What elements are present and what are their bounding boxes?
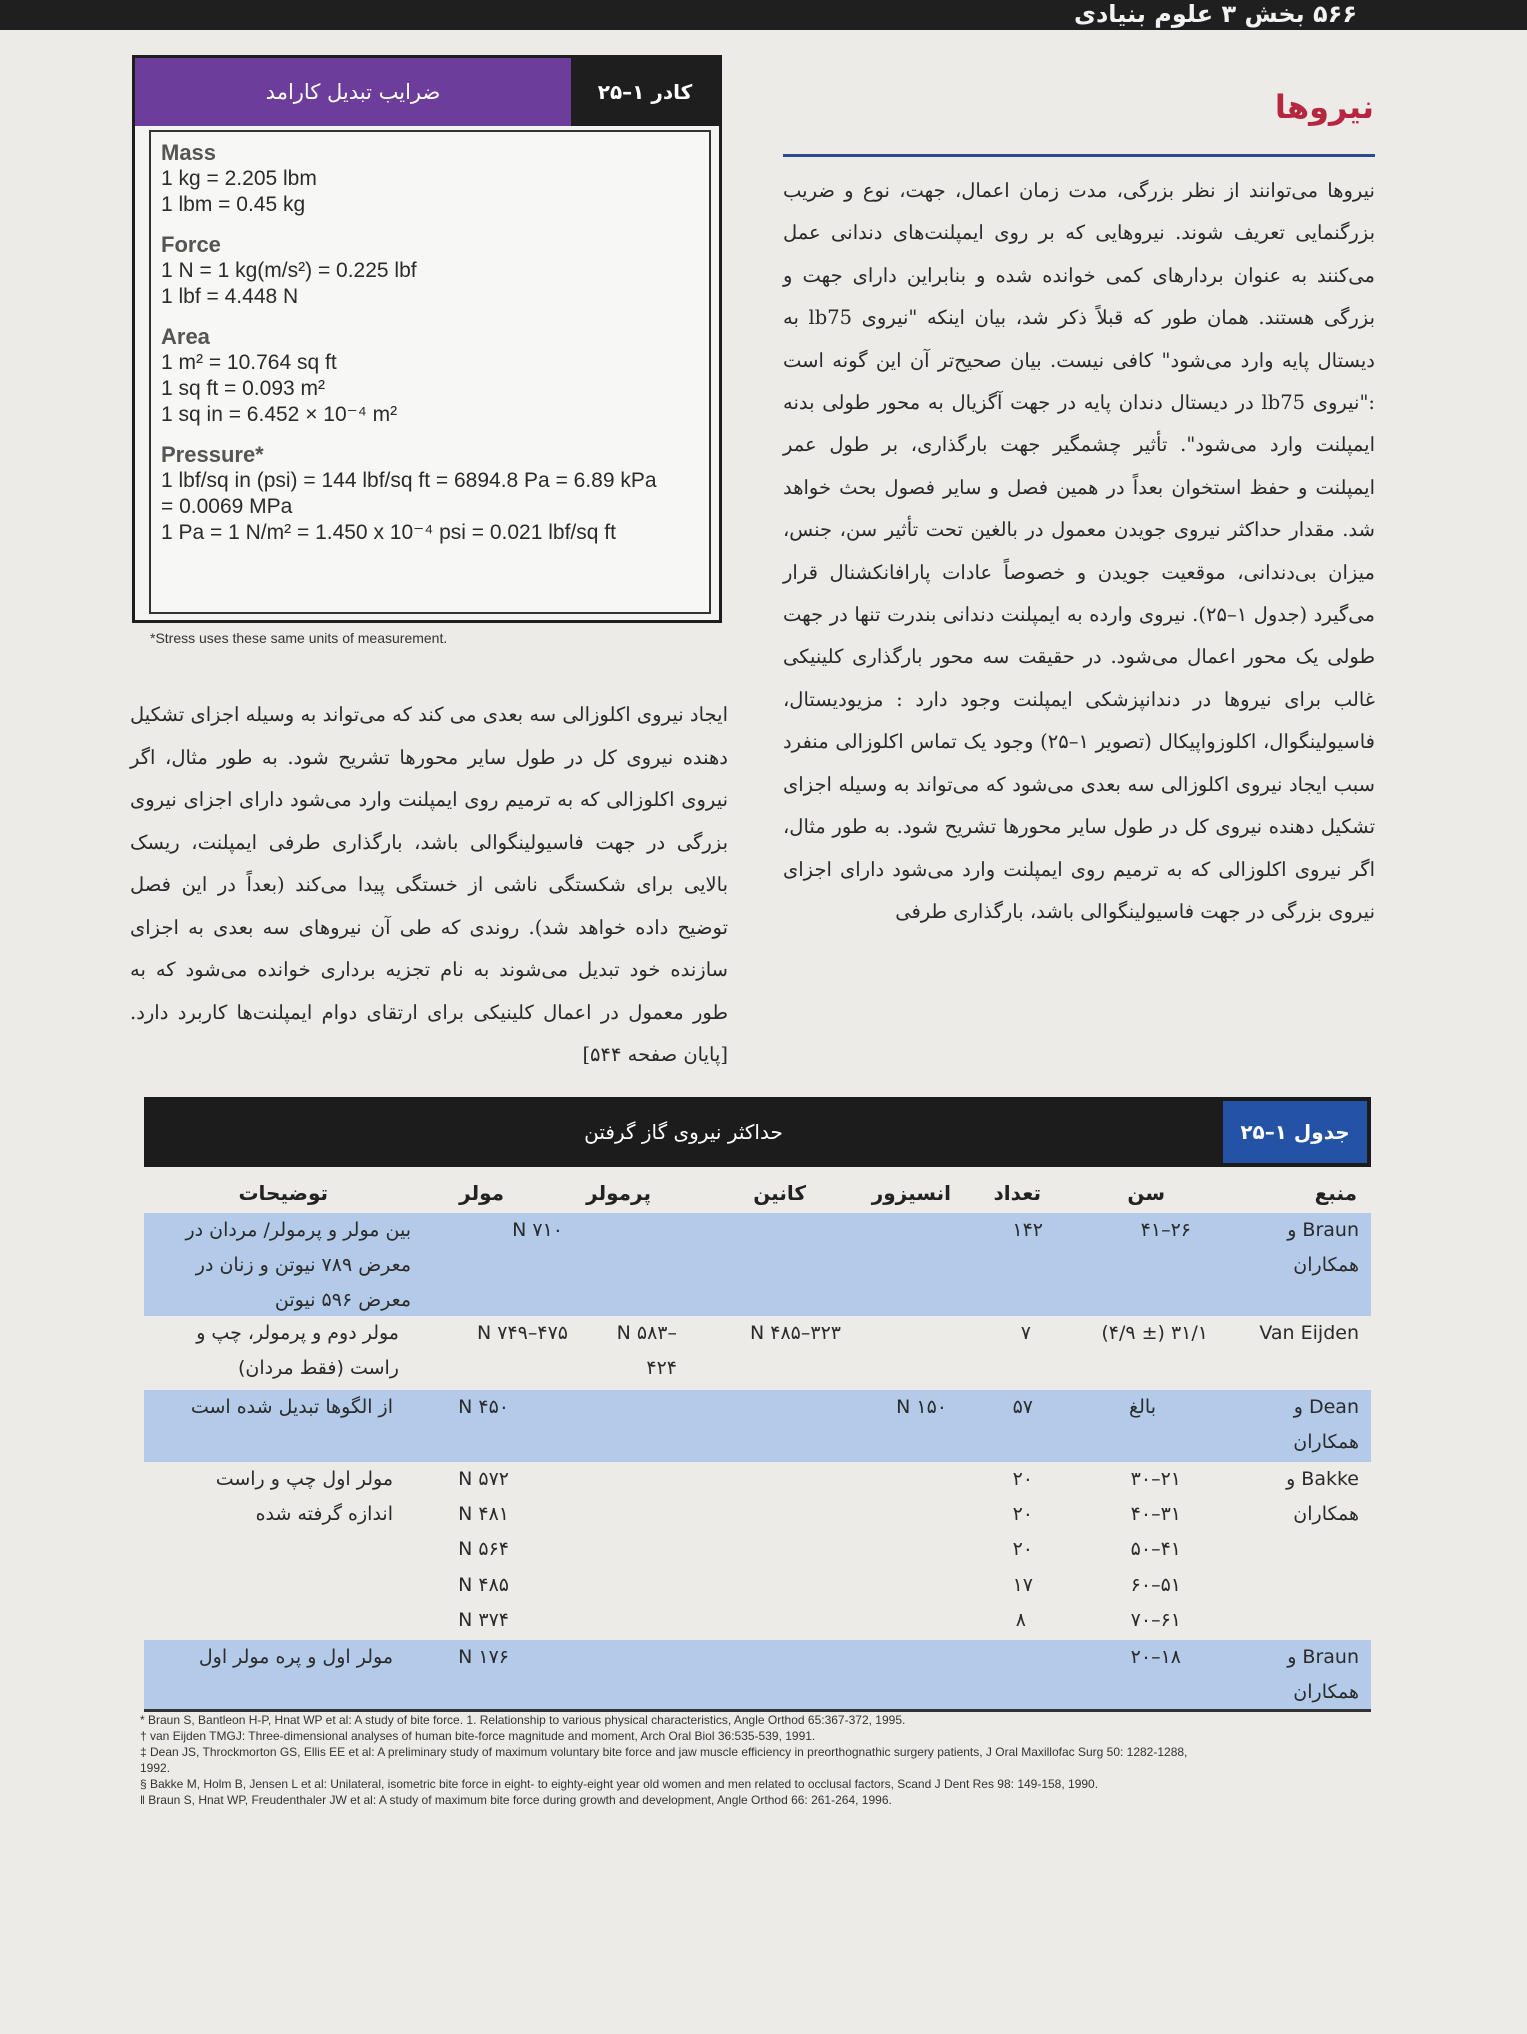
table-row — [144, 1640, 1371, 1709]
col-notes: توضیحات — [238, 1181, 328, 1205]
col-molar: مولر — [459, 1181, 504, 1205]
area-line: 1 sq in = 6.452 × 10⁻⁴ m² — [161, 403, 398, 426]
row-incisor: ۱۵۰ N — [896, 1396, 947, 1418]
row-age: ۶۱–۷۰ — [1130, 1609, 1181, 1631]
col-canine: کانین — [753, 1181, 806, 1205]
section-title: نیروها — [1274, 88, 1374, 126]
row-count: ۲۰ — [1012, 1468, 1033, 1490]
row-molar: ۱۷۶ N — [458, 1646, 509, 1668]
row-molar: ۳۷۴ N — [458, 1609, 509, 1631]
col-premolar: پرمولر — [586, 1181, 651, 1205]
area-line: 1 m² = 10.764 sq ft — [161, 351, 337, 374]
row-source: Braun و همکاران — [1287, 1219, 1359, 1276]
col-source: منبع — [1314, 1181, 1357, 1205]
box-footnote: *Stress uses these same units of measurement. — [150, 630, 448, 646]
row-molar: ۷۱۰ N — [512, 1219, 563, 1241]
row-notes: مولر اول چپ و راست اندازه گرفته شده — [215, 1468, 393, 1525]
table-row-group — [144, 1462, 1371, 1640]
row-source: Braun و همکاران — [1287, 1646, 1359, 1703]
row-notes: بین مولر و پرمولر/ مردان در معرض ۷۸۹ نیوتن و زنان در معرض ۵۹۶ نیوتن — [185, 1219, 411, 1311]
paragraph-right-column: نیروها می‌توانند از نظر بزرگی، مدت زمان اعمال، جهت، نوع و ضریب بزرگنمایی تعریف شوند. نیروهایی که بر روی ایمپلنت‌های دندانی عمل می‌کنند به عنوان بردارهای کمی خوانده شده و بنابراین دارای جهت و بزرگی هستند. همان طور که قبلاً ذکر شد، بیان اینکه "نیروی lb75 به دیستال پایه وارد می‌شود" کافی نیست. بیان صحیح‌تر آن این گونه است :"نیروی lb75 در دیستال دندان پایه در جهت آگزیال به محور طولی بدنه ایمپلنت وارد می‌شود". تأثیر چشمگیر جهت بارگذاری، بر طول عمر ایمپلنت و حفظ استخوان بعداً در همین فصل و سایر فصول بحث خواهد شد. مقدار حداکثر نیروی جویدن معمول در بالغین تحت تأثیر سن، جنس، میزان بی‌دندانی، موقعیت جویدن و خصوصاً عادات پارافانکشنال قرار می‌گیرد (جدول ۱–۲۵). نیروی وارده به ایمپلنت دندانی بندرت تنها در جهت طولی یک محور اعمال می‌شود. در حقیقت سه محور بارگذاری کلینیکی غالب برای نیروها در دندانپزشکی ایمپلنت وجود دارد : مزیودیستال، فاسیولینگوال، اکلوزواپیکال (تصویر ۱–۲۵) وجود یک تماس اکلوزالی منفرد سبب ایجاد نیروی اکلوزالی سه بعدی می‌شود که می‌تواند به وسیله اجزای تشکیل دهنده نیروی کل در طول سایر محورها تشریح شود. به طور مثال، اگر نیروی اکلوزالی که به ترمیم روی ایمپلنت وارد می‌شود دارای اجزای نیروی بزرگی در جهت فاسیولینگوالی باشد، بارگذاری طرفی — [783, 179, 1375, 923]
category-area: Area — [161, 324, 210, 349]
row-molar: ۵۶۴ N — [458, 1538, 509, 1560]
box-label: کادر ۱–۲۵ — [571, 58, 719, 126]
pressure-line: 1 lbf/sq in (psi) = 144 lbf/sq ft = 6894.8 Pa = 6.89 kPa — [161, 469, 657, 492]
table-header — [144, 1097, 1371, 1167]
row-count: ۷ — [1020, 1322, 1031, 1344]
category-pressure: Pressure* — [161, 442, 264, 467]
mass-line: 1 kg = 2.205 lbm — [161, 167, 317, 190]
reference-item: ‖ Braun S, Hnat WP, Freudenthaler JW et al: A study of maximum bite force during growth and development, Angle Orthod 66: 261-264, 1996. — [140, 1793, 892, 1807]
mass-line: 1 lbm = 0.45 kg — [161, 193, 306, 216]
row-age: ۱۸–۲۰ — [1130, 1646, 1181, 1668]
row-molar: ۴۷۵–۷۴۹ N — [476, 1322, 568, 1344]
row-notes: از الگوها تبدیل شده است — [190, 1396, 393, 1418]
pressure-line: 1 Pa = 1 N/m² = 1.450 x 10⁻⁴ psi = 0.021 lbf/sq ft — [161, 521, 616, 544]
box-content — [149, 130, 711, 614]
table-row — [144, 1390, 1371, 1462]
row-count: ۲۰ — [1012, 1538, 1033, 1560]
reference-item: * Braun S, Bantleon H-P, Hnat WP et al: A study of bite force. 1. Relationship to various physical characteristics, Angle Orthod 65:367-372, 1995. — [140, 1713, 906, 1727]
category-mass: Mass — [161, 140, 217, 165]
table-references — [140, 1712, 1220, 1808]
table-label: جدول ۱–۲۵ — [1223, 1101, 1367, 1163]
table-row — [144, 1213, 1371, 1316]
reference-item: § Bakke M, Holm B, Jensen L et al: Unilateral, isometric bite force in eight- to eighty-eight year old women and men related to occlusal factors, Scand J Dent Res 98: 149-158, 1990. — [140, 1777, 1099, 1791]
row-age: ۲۶–۴۱ — [1140, 1219, 1191, 1241]
force-line: 1 N = 1 kg(m/s²) = 0.225 lbf — [161, 259, 417, 282]
category-force: Force — [161, 232, 221, 257]
row-molar: ۴۸۱ N — [458, 1503, 509, 1525]
row-source: Bakke و همکاران — [1286, 1468, 1359, 1525]
row-notes: مولر اول و پره مولر اول — [198, 1646, 393, 1668]
table-title: حداکثر نیروی گاز گرفتن — [584, 1120, 783, 1144]
col-incisor: انسیزور — [871, 1181, 951, 1205]
col-age: سن — [1127, 1181, 1165, 1205]
reference-item: † van Eijden TMGJ: Three-dimensional analyses of human bite-force magnitude and moment, Arch Oral Biol 36:535-539, 1991. — [140, 1729, 816, 1743]
area-line: 1 sq ft = 0.093 m² — [161, 377, 326, 400]
page-header-text: ۵۶۶ بخش ۳ علوم بنیادی — [1073, 0, 1357, 28]
row-source: Van Eijden — [1259, 1322, 1359, 1344]
page-header-bar — [0, 0, 1527, 30]
row-count: ۲۰ — [1012, 1503, 1033, 1525]
row-age: ۳۱/۱ (± ۴/۹) — [1101, 1322, 1208, 1344]
reference-item: ‡ Dean JS, Throckmorton GS, Ellis EE et al: A preliminary study of maximum voluntary bite force and jaw muscle efficiency in preorthognathic surgery patients, J Oral Maxillofac Surg 50: 1282-1288, 1992. — [140, 1745, 1188, 1775]
row-age: ۲۱–۳۰ — [1130, 1468, 1181, 1490]
row-count: ۱۷ — [1012, 1574, 1033, 1596]
paragraph-left-column: ایجاد نیروی اکلوزالی سه بعدی می کند که می‌تواند به وسیله اجزای تشکیل دهنده نیروی کل در طول سایر محورها تشریح شود. به طور مثال، اگر نیروی اکلوزالی که به ترمیم روی ایمپلنت وارد می‌شود دارای اجزای نیروی بزرگی در جهت فاسیولینگوالی باشد، بارگذاری طرفی ایمپلنت، ریسک بالایی برای شکستگی ناشی از خستگی پیدا می‌کند (بعداً در این فصل توضیح داده خواهد شد). روندی که طی آن نیروهای سه بعدی به اجزای سازنده خود تبدیل می‌شوند به نام تجزیه برداری خوانده می‌شود که به طور معمول در اعمال کلینیکی برای ارتقای دوام ایمپلنت‌ها کاربرد دارد. [پایان صفحه ۵۴۴] — [130, 703, 728, 1066]
row-count: ۱۴۲ — [1012, 1219, 1043, 1241]
conversion-box — [132, 55, 722, 623]
row-age: ۵۱–۶۰ — [1130, 1574, 1181, 1596]
row-age: ۴۱–۵۰ — [1130, 1538, 1181, 1560]
row-source: Dean و همکاران — [1293, 1396, 1359, 1453]
row-count: ۸ — [1015, 1609, 1026, 1631]
table-row — [144, 1316, 1371, 1390]
table-column-headers — [144, 1177, 1371, 1213]
pressure-line: = 0.0069 MPa — [161, 495, 293, 518]
row-age: بالغ — [1129, 1396, 1156, 1418]
force-line: 1 lbf = 4.448 N — [161, 285, 299, 308]
row-molar: ۴۵۰ N — [458, 1396, 509, 1418]
row-molar: ۴۸۵ N — [458, 1574, 509, 1596]
row-age: ۳۱–۴۰ — [1130, 1503, 1181, 1525]
box-header — [135, 58, 719, 126]
row-count: ۵۷ — [1012, 1396, 1033, 1418]
box-title: ضرایب تبدیل کارامد — [135, 58, 571, 126]
row-premolar: –۵۸۳ N ۴۲۴ — [616, 1322, 677, 1379]
row-molar: ۵۷۲ N — [458, 1468, 509, 1490]
row-notes: مولر دوم و پرمولر، چپ و راست (فقط مردان) — [196, 1322, 399, 1379]
row-canine: ۳۲۳–۴۸۵ N — [749, 1322, 841, 1344]
col-count: تعداد — [993, 1181, 1041, 1205]
title-underline — [783, 154, 1375, 157]
